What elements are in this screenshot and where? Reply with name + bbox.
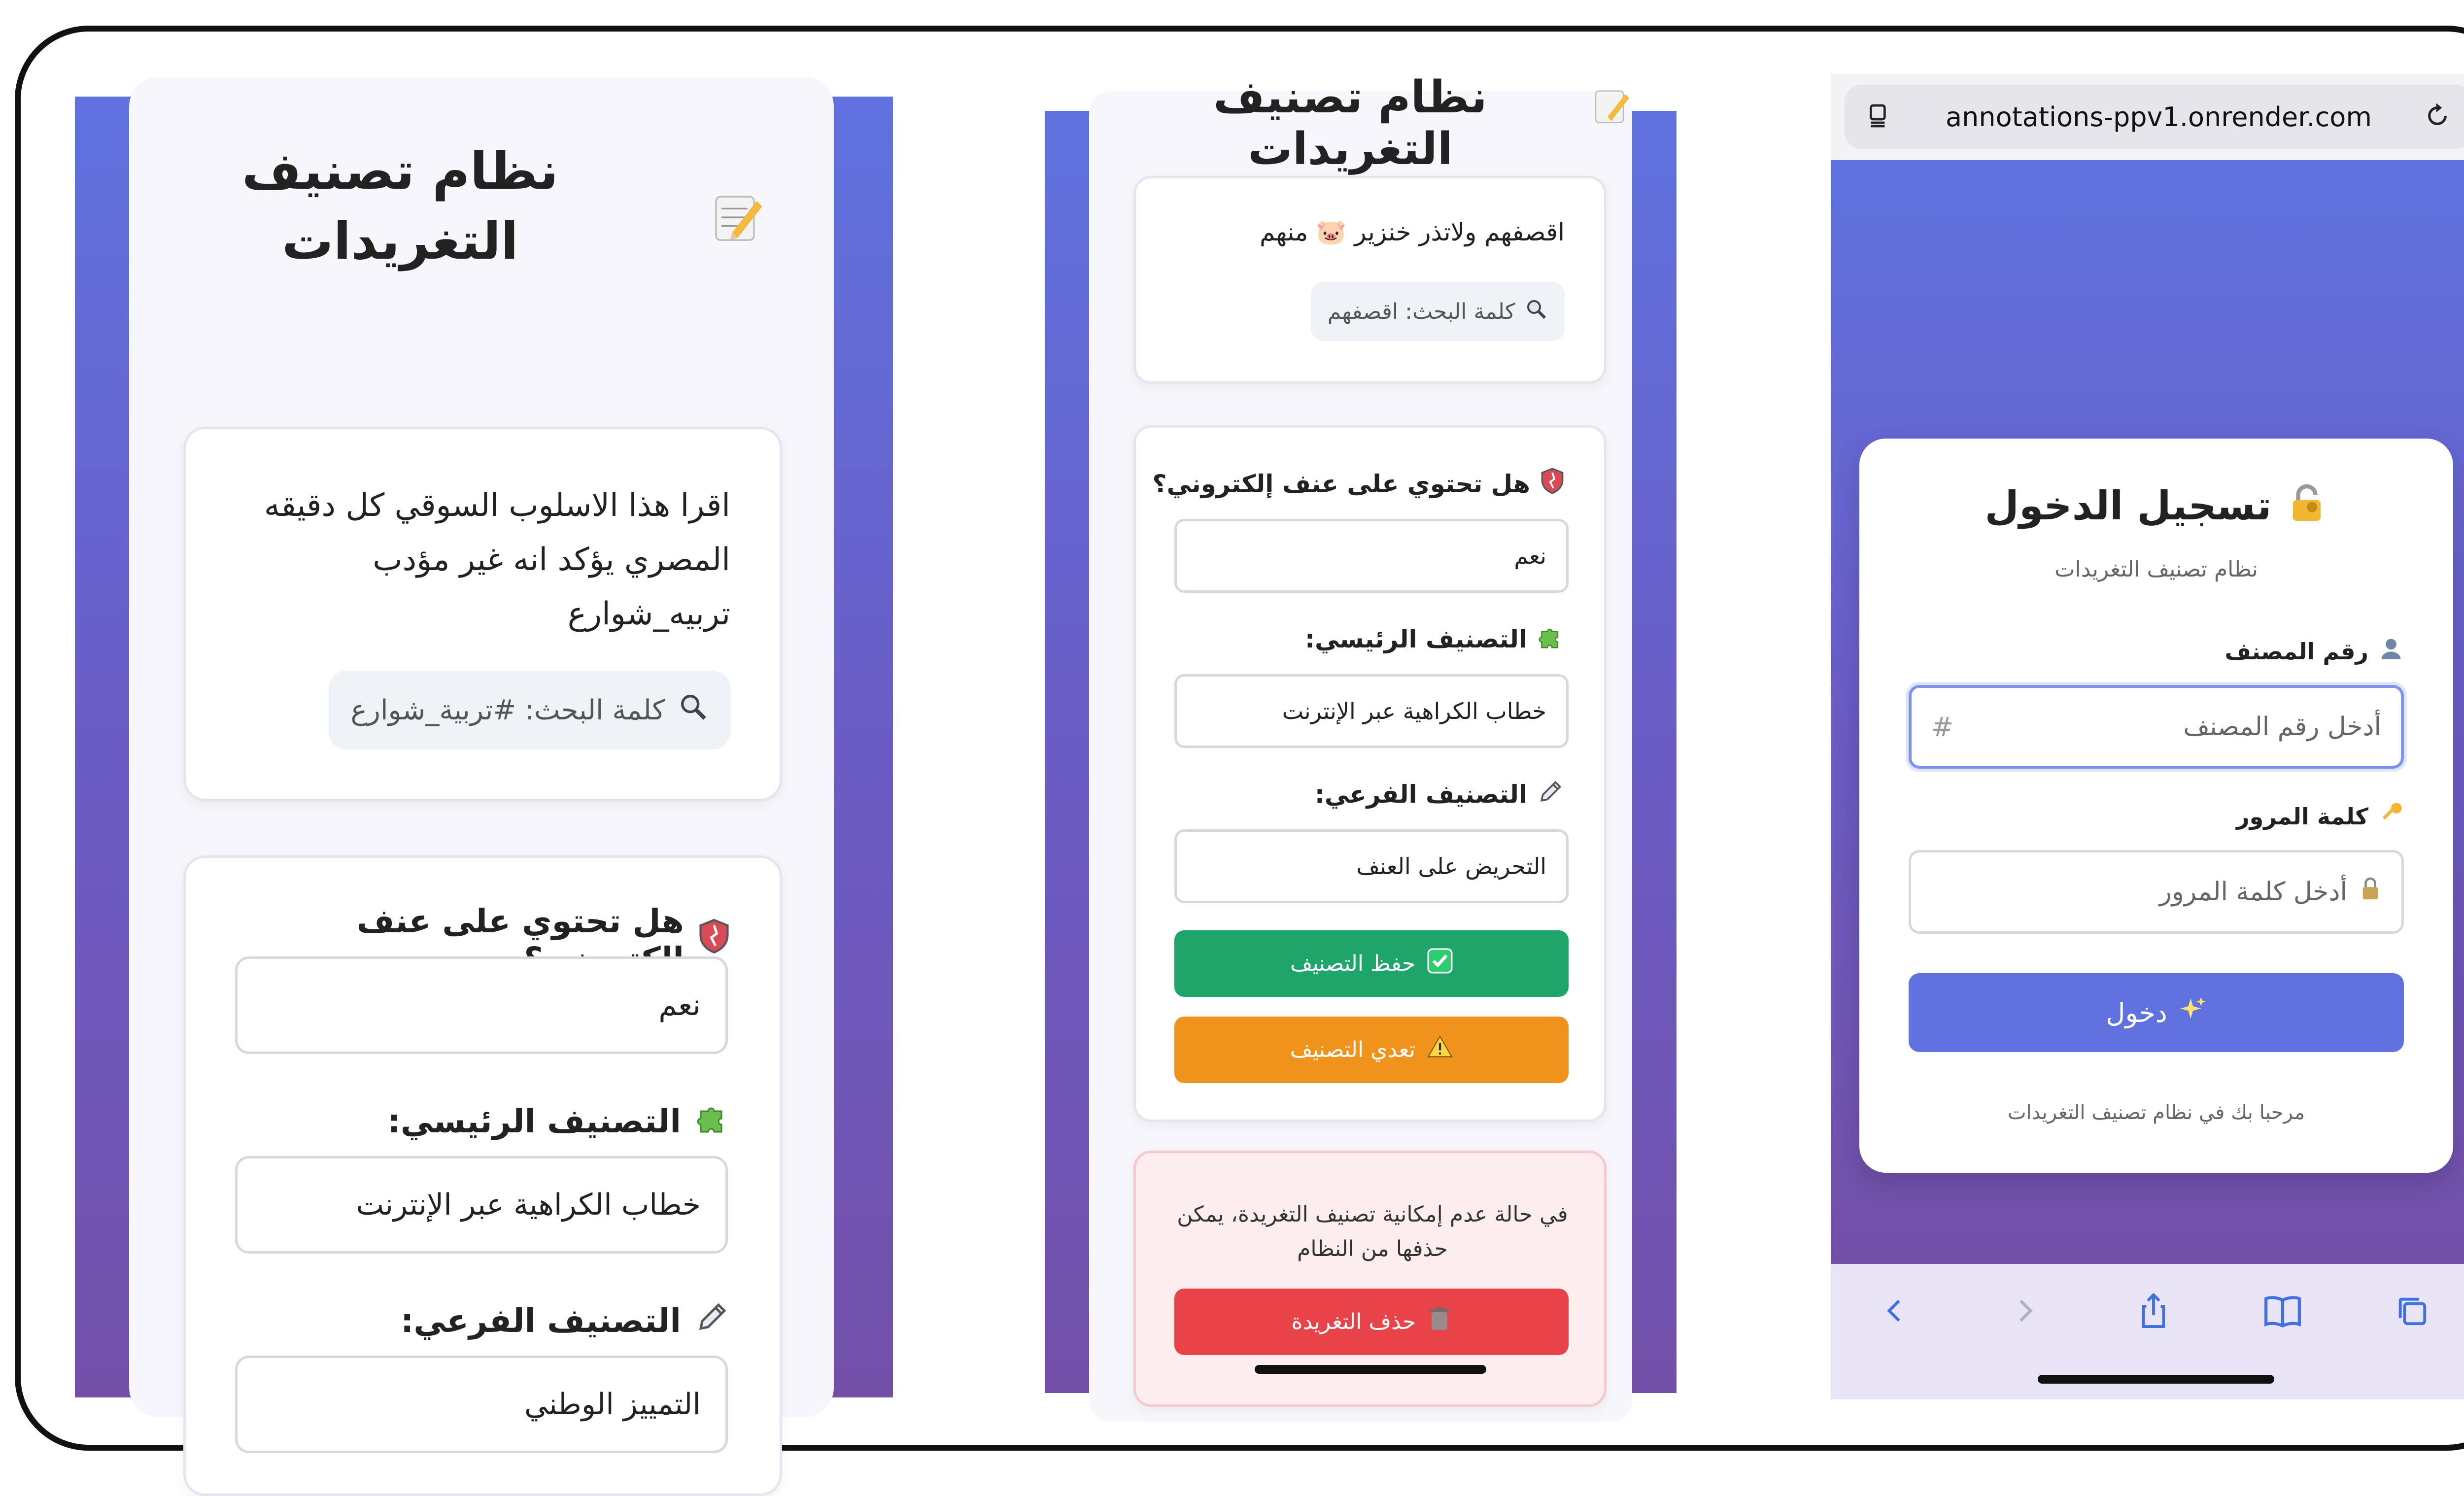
page-title: نظام تصنيف التغريدات	[1213, 71, 1487, 175]
tabs-icon[interactable]	[2385, 1284, 2439, 1338]
search-icon	[1524, 297, 1548, 326]
pencil-icon	[695, 1299, 730, 1342]
violence-question: هل تحتوي على عنف إلكتروني؟	[1152, 467, 1565, 501]
header	[129, 116, 834, 271]
padlock-icon	[2359, 876, 2382, 908]
page-title: نظام تصنيف التغريدات	[241, 141, 559, 271]
skip-button[interactable]: تعدي التصنيف	[1174, 1017, 1569, 1083]
screen-classification-2	[1045, 71, 1677, 1393]
bookmarks-icon[interactable]	[2256, 1284, 2310, 1338]
login-title: تسجيل الدخول	[1859, 483, 2453, 534]
share-icon[interactable]	[2126, 1284, 2181, 1338]
violence-answer-field[interactable]: نعم	[235, 956, 728, 1054]
login-button[interactable]: دخول	[1909, 973, 2404, 1052]
tweet-card	[1133, 176, 1607, 384]
tweet-card	[183, 427, 782, 801]
warning-icon	[1427, 1034, 1453, 1065]
user-icon	[2378, 636, 2404, 667]
key-icon	[2378, 801, 2404, 832]
sparkles-icon	[2179, 996, 2207, 1030]
keyword-badge	[1311, 282, 1565, 341]
forward-icon[interactable]	[1997, 1284, 2052, 1338]
address-bar[interactable]	[1845, 85, 2464, 149]
main-category-label: التصنيف الرئيسي:	[388, 1099, 730, 1143]
login-card	[1859, 439, 2453, 1173]
sub-category-label: التصنيف الفرعي:	[401, 1299, 730, 1342]
hash-icon: #	[1931, 711, 1954, 743]
login-subtitle: نظام تصنيف التغريدات	[2054, 557, 2258, 582]
classification-form	[183, 855, 782, 1496]
screen-login	[1831, 74, 2464, 1399]
welcome-text: مرحبا بك في نظام تصنيف التغريدات	[2007, 1101, 2305, 1124]
pencil-icon	[1537, 778, 1565, 811]
main-category-label: التصنيف الرئيسي:	[1305, 622, 1565, 656]
lock-icon	[2286, 483, 2327, 534]
search-icon	[677, 691, 709, 729]
delete-note: في حالة عدم إمكانية تصنيف التغريدة، يمكن حذفها من النظام	[1177, 1202, 1568, 1261]
puzzle-icon	[695, 1099, 730, 1143]
home-indicator[interactable]	[2038, 1375, 2274, 1384]
screen-classification-1	[75, 97, 893, 1422]
browser-header	[1831, 74, 2464, 160]
tweet-text: اقرا هذا الاسلوب السوقي كل دقيقه المصري يؤكد انه غير مؤدب تربيه_شوارع	[264, 487, 730, 632]
annotator-id-input[interactable]	[1909, 685, 2404, 769]
main-category-field[interactable]: خطاب الكراهية عبر الإنترنت	[235, 1156, 728, 1254]
trash-icon	[1428, 1306, 1451, 1337]
main-category-field[interactable]: خطاب الكراهية عبر الإنترنت	[1174, 674, 1569, 748]
page-menu-icon[interactable]	[1866, 102, 1894, 132]
back-icon[interactable]	[1868, 1284, 1922, 1338]
tweet-text: اقصفهم ولاتذر خنزير 🐷 منهم	[1260, 218, 1565, 246]
delete-button[interactable]: حذف التغريدة	[1174, 1289, 1569, 1355]
keyword-text: كلمة البحث: اقصفهم	[1327, 299, 1515, 324]
annotator-id-placeholder: أدخل رقم المصنف	[2183, 712, 2381, 742]
memo-icon	[1592, 86, 1631, 134]
home-indicator[interactable]	[1255, 1365, 1486, 1374]
shield-icon	[1540, 467, 1565, 501]
keyword-text: كلمة البحث: #تربية_شوارع	[350, 694, 665, 726]
login-background	[1831, 160, 2464, 1264]
violence-question: هل تحتوي على عنف	[186, 902, 730, 978]
sub-category-label: التصنيف الفرعي:	[1315, 778, 1565, 811]
sub-category-field[interactable]: التمييز الوطني	[235, 1356, 728, 1453]
password-placeholder: أدخل كلمة المرور	[2159, 877, 2347, 907]
reload-icon[interactable]	[2424, 102, 2451, 132]
save-button[interactable]: حفظ التصنيف	[1174, 930, 1569, 997]
classification-form	[1133, 425, 1607, 1122]
keyword-badge	[329, 671, 730, 749]
puzzle-icon	[1537, 622, 1565, 656]
url-text: annotations-ppv1.onrender.com	[1946, 101, 2372, 133]
annotator-id-label: رقم المصنف	[2225, 636, 2404, 667]
password-input[interactable]	[1909, 850, 2404, 934]
check-icon	[1427, 948, 1453, 979]
password-label: كلمة المرور	[2236, 801, 2404, 832]
violence-answer-field[interactable]: نعم	[1174, 519, 1569, 593]
sub-category-field[interactable]: التحريض على العنف	[1174, 829, 1569, 903]
memo-icon	[711, 190, 765, 256]
shield-icon	[698, 918, 730, 962]
